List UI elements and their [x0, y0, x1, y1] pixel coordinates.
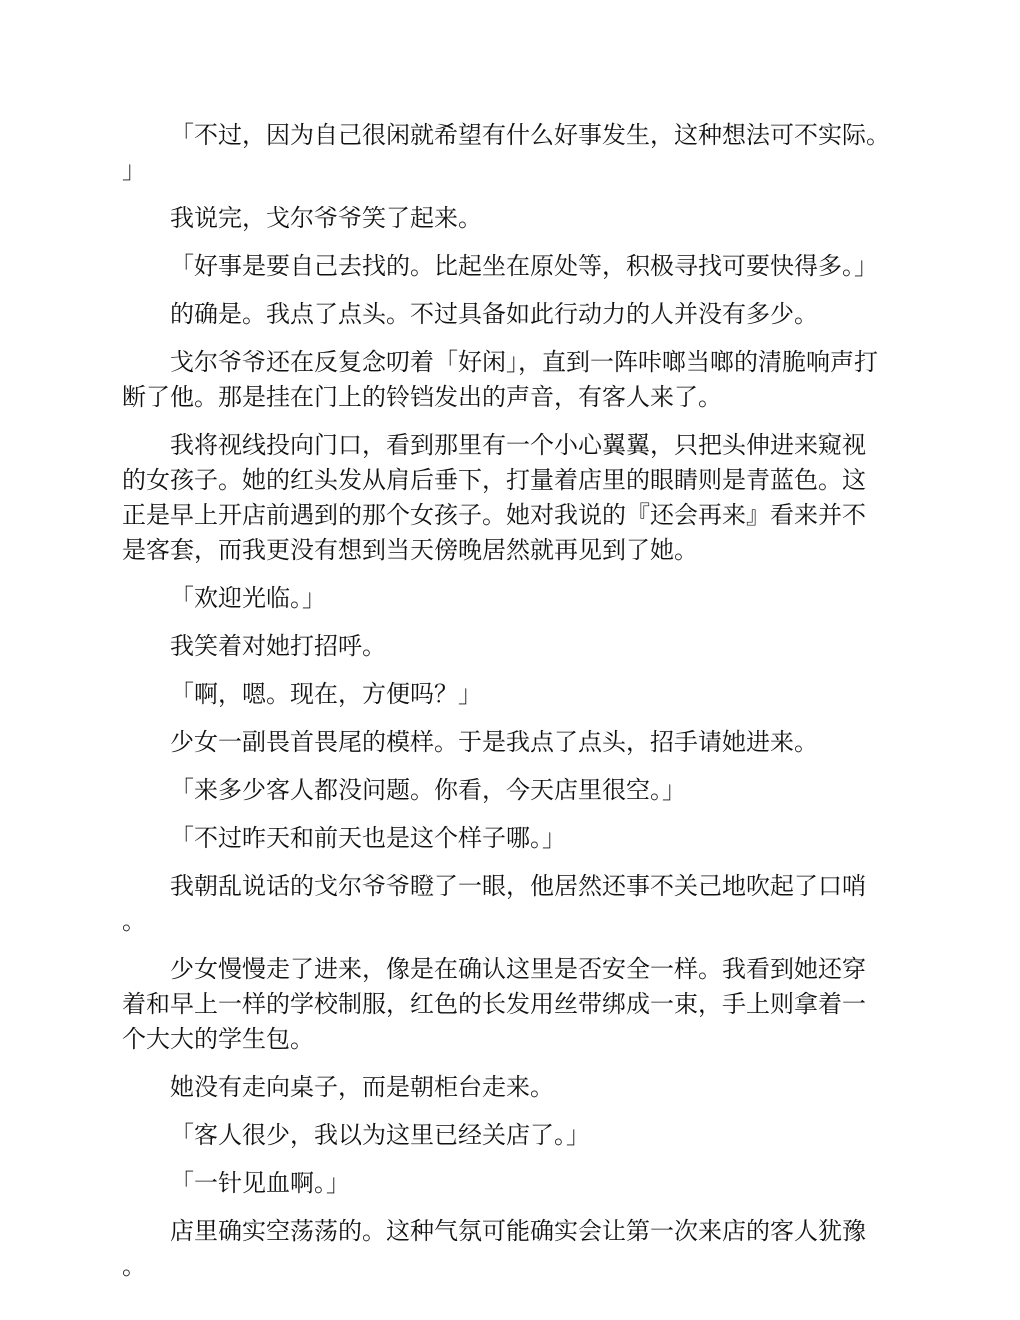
paragraph: 我笑着对她打招呼。	[170, 632, 386, 660]
paragraph: 少女一副畏首畏尾的模样。于是我点了点头，招手请她进来。	[170, 728, 818, 756]
paragraph: 「不过，因为自己很闲就希望有什么好事发生，这种想法可不实际。」	[122, 121, 878, 184]
paragraph: 的确是。我点了点头。不过具备如此行动力的人并没有多少。	[170, 300, 818, 328]
paragraph: 她没有走向桌子，而是朝柜台走来。	[170, 1073, 554, 1101]
paragraph: 「好事是要自己去找的。比起坐在原处等，积极寻找可要快得多。」	[170, 252, 878, 280]
paragraph: 我朝乱说话的戈尔爷爷瞪了一眼，他居然还事不关己地吹起了口哨。	[122, 872, 866, 935]
paragraph: 「一针见血啊。」	[170, 1169, 350, 1197]
paragraph: 少女慢慢走了进来，像是在确认这里是否安全一样。我看到她还穿着和早上一样的学校制服，红色的长发用丝带绑成一束，手上则拿着一个大大的学生包。	[122, 955, 866, 1053]
paragraph: 「不过昨天和前天也是这个样子哪。」	[170, 824, 566, 852]
document-page	[122, 118, 882, 1297]
paragraph: 「客人很少，我以为这里已经关店了。」	[170, 1121, 590, 1149]
paragraph: 店里确实空荡荡的。这种气氛可能确实会让第一次来店的客人犹豫。	[122, 1217, 866, 1280]
paragraph: 我将视线投向门口，看到那里有一个小心翼翼，只把头伸进来窥视的女孩子。她的红头发从肩后垂下，打量着店里的眼睛则是青蓝色。这正是早上开店前遇到的那个女孩子。她对我说的『还会再来』看来并不是客套，而我更没有想到当天傍晚居然就再见到了她。	[122, 431, 866, 564]
paragraph: 戈尔爷爷还在反复念叨着「好闲」，直到一阵咔啷当啷的清脆响声打断了他。那是挂在门上的铃铛发出的声音，有客人来了。	[122, 348, 878, 411]
paragraph: 「来多少客人都没问题。你看，今天店里很空。」	[170, 776, 686, 804]
paragraph: 「欢迎光临。」	[170, 584, 326, 612]
paragraph: 「啊，嗯。现在，方便吗？」	[170, 680, 482, 708]
paragraph: 我说完，戈尔爷爷笑了起来。	[170, 204, 482, 232]
